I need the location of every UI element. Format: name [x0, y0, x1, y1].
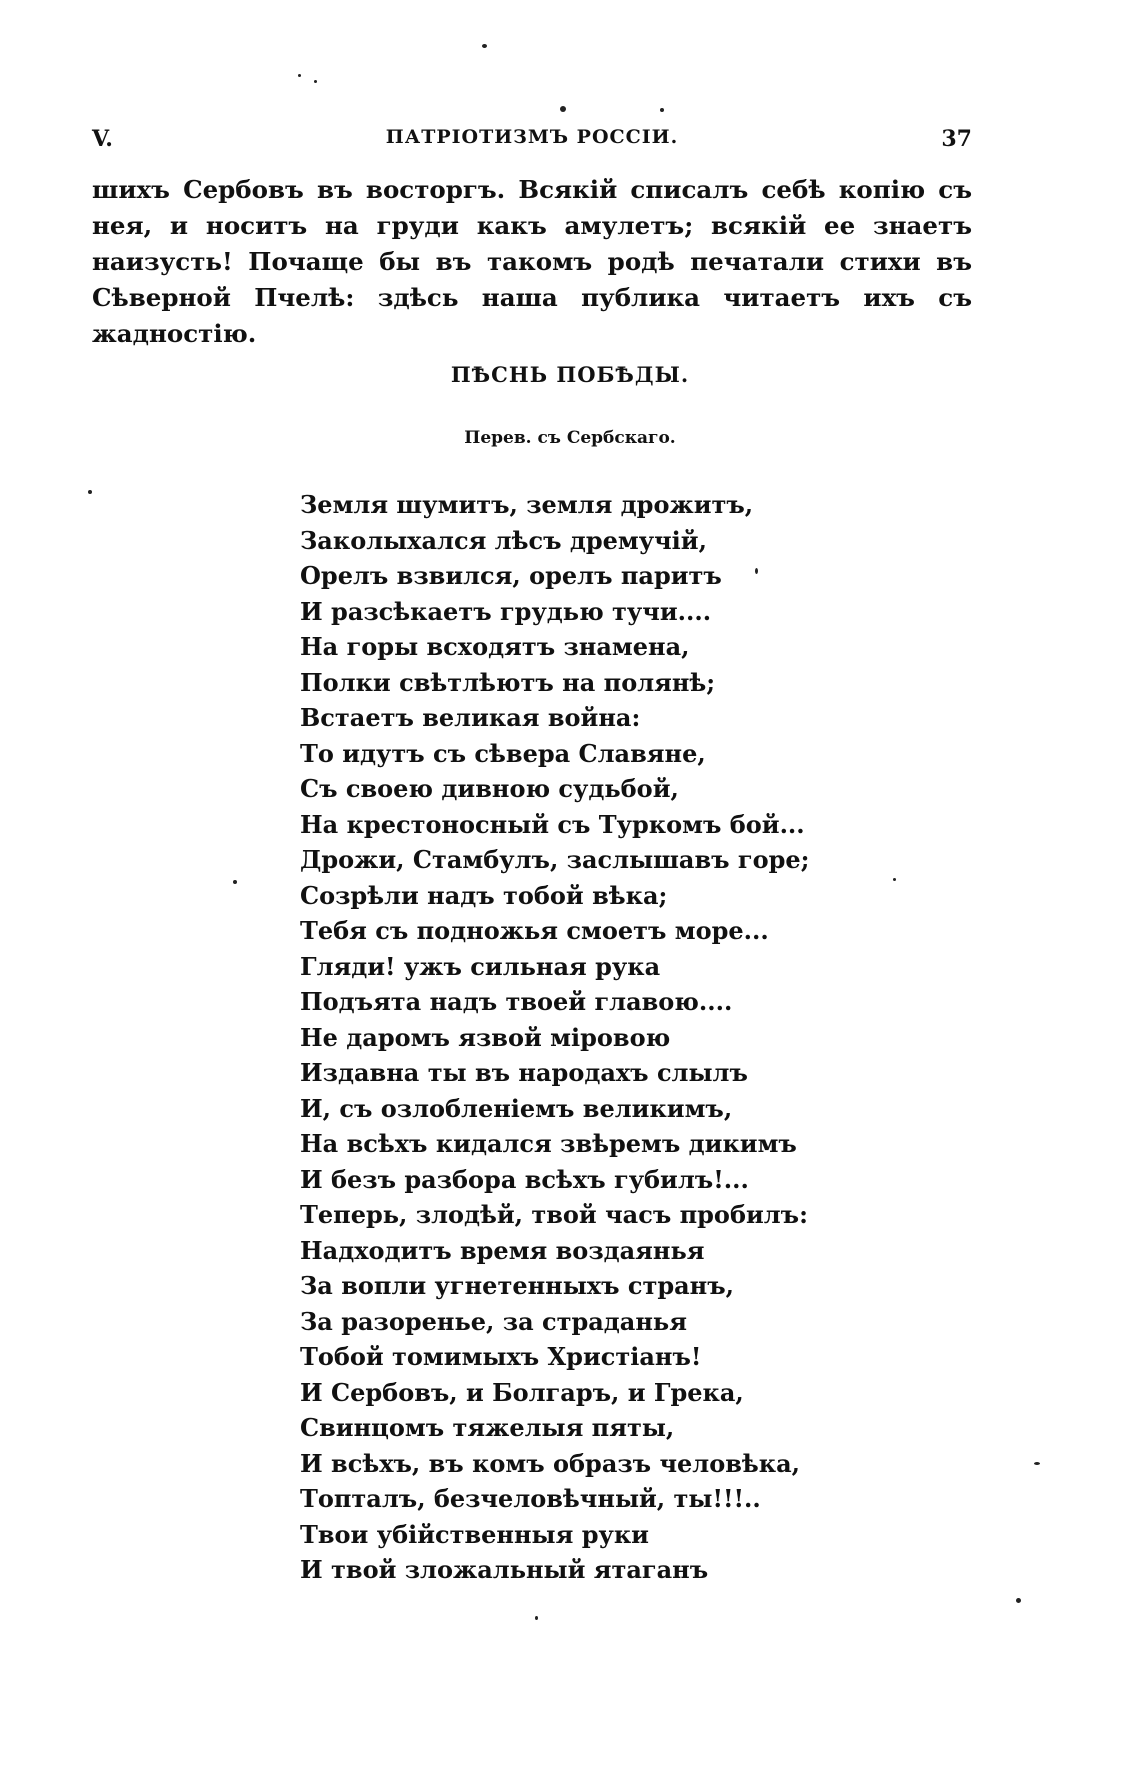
scan-speck	[535, 1616, 538, 1620]
poem-line: За вопли угнетенныхъ странъ,	[300, 1271, 735, 1300]
poem-line: Земля шумитъ, земля дрожитъ,	[300, 490, 754, 519]
poem-line: И разсѣкаетъ грудью тучи....	[300, 596, 712, 626]
poem-line: То идутъ съ сѣвера Славяне,	[300, 738, 706, 768]
page-header	[92, 126, 972, 162]
running-title: ПАТРІОТИЗМЪ РОССІИ.	[385, 126, 679, 148]
poem-line: За разоренье, за страданья	[300, 1306, 687, 1336]
poem-line: Надходитъ время воздаянья	[300, 1235, 705, 1265]
poem-body	[300, 487, 1020, 1588]
poem-line: Топталъ, безчеловѣчный, ты!!!..	[300, 1484, 761, 1513]
poem-line: Дрожи, Стамбулъ, заслышавъ горе;	[300, 845, 810, 874]
poem-line: И всѣхъ, въ комъ образъ человѣка,	[300, 1448, 801, 1478]
scan-speck	[482, 44, 487, 48]
poem-line: Заколыхался лѣсъ дремучій,	[300, 525, 707, 555]
poem-line: На всѣхъ кидался звѣремъ дикимъ	[300, 1129, 797, 1158]
prose-paragraph: шихъ Сербовъ въ восторгъ. Всякій списалъ себѣ копію съ нея, и носитъ на груди какъ амулетъ; всякій ее знаетъ наизусть! Почаще бы въ такомъ родѣ печатали стихи въ Сѣверной Пчелѣ: здѣсь наша публика читаетъ ихъ съ жадностію.	[92, 175, 972, 348]
scan-speck	[314, 80, 317, 83]
scan-speck	[560, 106, 566, 112]
scan-speck	[298, 74, 301, 77]
poem-line: Тебя съ подножья смоетъ море...	[300, 916, 769, 945]
poem-line: И безъ разбора всѣхъ губилъ!...	[300, 1164, 749, 1194]
poem-subtitle: Перев. съ Сербскаго.	[464, 428, 676, 448]
poem-line: Свинцомъ тяжелыя пяты,	[300, 1413, 675, 1442]
poem-line: Подъята надъ твоей главою....	[300, 987, 733, 1016]
poem-line: Тобой томимыхъ Христіанъ!	[300, 1342, 702, 1371]
poem-line: Съ своею дивною судьбой,	[300, 774, 679, 803]
scan-speck	[1034, 1462, 1040, 1465]
poem-line: Орелъ взвился, орелъ паритъ	[300, 561, 722, 590]
poem-line: Не даромъ язвой міровою	[300, 1022, 671, 1052]
poem-line: На крестоносный съ Туркомъ бой...	[300, 809, 805, 839]
poem-title: ПѢСНЬ ПОБѢДЫ.	[450, 362, 690, 387]
scan-speck	[233, 880, 237, 884]
poem-line: На горы всходятъ знамена,	[300, 632, 690, 661]
poem-line: Твои убійственныя руки	[300, 1519, 649, 1549]
poem-line: И твой зложальный ятаганъ	[300, 1555, 709, 1584]
poem-line: Гляди! ужъ сильная рука	[300, 951, 661, 981]
scan-speck	[1016, 1598, 1021, 1603]
scan-speck	[660, 108, 664, 112]
section-number: V.	[92, 126, 113, 152]
page-number: 37	[941, 126, 972, 152]
scan-speck	[88, 490, 92, 494]
poem-line: Полки свѣтлѣютъ на полянѣ;	[300, 667, 716, 697]
poem-line: Теперь, злодѣй, твой часъ пробилъ:	[300, 1200, 808, 1229]
poem-line: И, съ озлобленіемъ великимъ,	[300, 1093, 733, 1123]
poem-line: Встаетъ великая война:	[300, 703, 641, 732]
poem-line: Издавна ты въ народахъ слылъ	[300, 1058, 748, 1087]
poem-line: Созрѣли надъ тобой вѣка;	[300, 880, 668, 910]
poem-line: И Сербовъ, и Болгаръ, и Грека,	[300, 1377, 744, 1407]
